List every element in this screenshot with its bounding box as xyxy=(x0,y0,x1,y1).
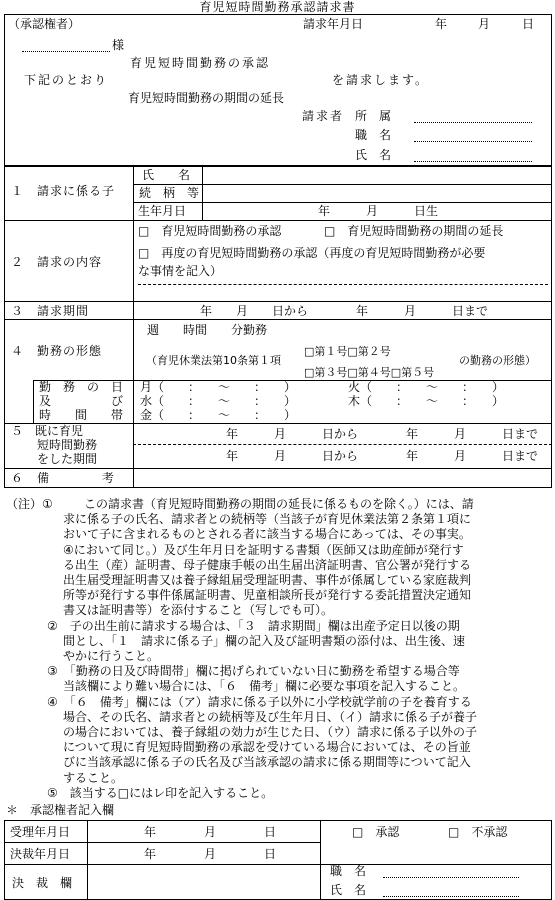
authority-row-line-1 xyxy=(4,842,320,843)
note-line: 求に係る子の氏名、請求者との続柄等（当該子が育児休業法第２条第１項に xyxy=(63,512,472,527)
law-items-2[interactable]: □第３号□第４号□第５号 xyxy=(304,366,435,379)
section2-label: ２ 請求の内容 xyxy=(11,255,103,269)
name-line[interactable] xyxy=(414,161,532,162)
affiliation-line[interactable] xyxy=(414,122,532,123)
option-approval: 育児短時間勤務の承認 xyxy=(130,56,271,70)
note-line: ④ 「６ 備考」欄には（ア）請求に係る子以外に小学校就学前の子を養育する xyxy=(47,694,472,709)
authority-row-line-2 xyxy=(4,864,552,865)
friday-hours[interactable]: 金（ ： ～ ： ） xyxy=(140,408,297,422)
section6-top-line xyxy=(4,468,552,469)
header-box xyxy=(4,14,552,166)
weekly-hours[interactable]: 週 時間 分勤務 xyxy=(147,323,268,337)
section4-label: ４ 勤務の形態 xyxy=(11,344,103,358)
name-label: 氏 名 xyxy=(355,148,392,162)
child-birth-value[interactable]: 年 月 日生 xyxy=(318,204,439,218)
addressee-name-line[interactable] xyxy=(22,51,110,52)
child-name-label: 氏 名 xyxy=(142,168,191,182)
sama-label: 様 xyxy=(112,38,125,52)
authority-position-line[interactable] xyxy=(383,877,519,878)
days-label-2: 及 び xyxy=(39,394,124,408)
note-line: る出生（産）証明書、母子健康手帳の出生届出済証明書、官公署が発行する xyxy=(63,557,472,572)
previous-period-1[interactable]: 年 月 日から 年 月 日まで xyxy=(226,427,539,441)
position-label: 職 名 xyxy=(355,128,392,142)
tuesday-hours[interactable]: 火（ ： ～ ： ） xyxy=(348,380,505,394)
days-label-1: 勤 務 の 日 xyxy=(39,380,124,394)
note-line: 書又は証明書等）を添付すること（写しでも可）。 xyxy=(63,603,334,618)
received-date-value[interactable]: 年 月 日 xyxy=(144,825,277,839)
section5-dashed-line xyxy=(133,444,552,445)
request-month-label: 月 xyxy=(478,17,491,31)
addressee-label: （承認権者） xyxy=(8,17,81,31)
authority-position-label: 職 名 xyxy=(330,864,367,878)
thursday-hours[interactable]: 木（ ： ～ ： ） xyxy=(348,394,505,408)
request-year-label: 年 xyxy=(435,17,448,31)
section1-subdivider xyxy=(202,166,203,220)
authority-name-label: 氏 名 xyxy=(330,883,367,897)
note-line: ③ 「勤務の日及び時間帯」欄に掲げられていない日に勤務を希望する場合等 xyxy=(47,664,460,679)
authority-divider-2 xyxy=(320,820,321,900)
request-period-value[interactable]: 年 月 日から 年 月 日まで xyxy=(200,304,489,318)
note-line: この請求書（育児短時間勤務の期間の延長に係るものを除く。）には、請 xyxy=(84,497,474,511)
approve-checkbox[interactable]: □ 承認 xyxy=(352,825,400,839)
request-date-label: 請求年月日 xyxy=(303,17,364,31)
section5-top-line xyxy=(4,423,552,424)
section5-label-3: をした期間 xyxy=(37,452,98,466)
main-divider xyxy=(133,166,134,488)
decision-label: 決 裁 欄 xyxy=(12,876,73,890)
request-option-reapproval[interactable]: □ 再度の育児短時間勤務の承認（再度の育児短時間勤務が必要 xyxy=(138,246,486,260)
days-label-3: 時 間 帯 xyxy=(39,408,124,422)
note-line: 出生届受理証明書又は養子縁組届受理証明書、事件が係属している家庭裁判 xyxy=(63,573,472,587)
note-line: びに当該承認に係る子の氏名及び当該承認の請求に係る期間等について記入 xyxy=(63,755,471,770)
authority-name-line[interactable] xyxy=(383,896,519,897)
child-relation-label: 続 柄 等 xyxy=(139,186,200,200)
note-line: について現に育児短時間勤務の承認を受けている場合においては、その旨並 xyxy=(63,740,471,755)
authority-divider-1 xyxy=(87,820,88,900)
notes-head: （注）① xyxy=(6,497,53,511)
requester-label: 請求者 xyxy=(302,109,345,123)
notes xyxy=(6,497,551,807)
note-line: ④において同じ。）及び生年月日を証明する書類（医師又は助産師が発行す xyxy=(63,542,464,557)
note-line: ⑤ 該当する□にはレ印を記入すること。 xyxy=(47,785,274,800)
section5-label-2: 短時間勤務 xyxy=(37,438,98,452)
section3-label: ３ 請求期間 xyxy=(11,304,90,318)
decided-date-value[interactable]: 年 月 日 xyxy=(144,847,277,861)
note-line: の場合においては、養子縁組の効力が生じた日、（ウ）請求に係る子以外の子 xyxy=(63,725,478,739)
intro-right: を請求します。 xyxy=(332,73,430,87)
section2-top-line xyxy=(4,220,552,221)
previous-period-2[interactable]: 年 月 日から 年 月 日まで xyxy=(226,449,539,463)
request-option-extension[interactable]: □ 育児短時間勤務の期間の延長 xyxy=(324,224,504,238)
monday-hours[interactable]: 月（ ： ～ ： ） xyxy=(140,380,297,394)
reject-checkbox[interactable]: □ 不承認 xyxy=(448,825,508,839)
position-line[interactable] xyxy=(414,141,532,142)
note-line: すること。 xyxy=(63,770,124,785)
section4-top-line xyxy=(4,319,552,320)
wednesday-hours[interactable]: 水（ ： ～ ： ） xyxy=(140,394,297,408)
section1-row-line-2 xyxy=(133,202,552,203)
law-reference: （育児休業法第10条第１項 xyxy=(146,354,281,367)
section1-label: １ 請求に係る子 xyxy=(11,184,116,198)
section1-row-line-1 xyxy=(133,184,552,185)
note-line: 場合、その氏名、請求者との続柄等及び生年月日、（イ）請求に係る子が養子 xyxy=(63,709,478,724)
request-day-label: 日 xyxy=(522,17,535,31)
decided-date-label: 決裁年月日 xyxy=(10,847,71,861)
section6-label: ６ 備 考 xyxy=(11,471,116,485)
law-items-1[interactable]: □第１号□第２号 xyxy=(304,345,391,358)
intro-left: 下記のとおり xyxy=(24,73,109,87)
option-extension: 育児短時間勤務の期間の延長 xyxy=(128,91,285,105)
days-label-divider xyxy=(33,380,34,423)
law-suffix: の勤務の形態） xyxy=(459,354,536,367)
note-line: 所等が発行する事件係属証明書、児童相談所長が発行する委託措置決定通知 xyxy=(63,588,472,603)
page-title: 育児短時間勤務承認請求書 xyxy=(199,0,356,14)
note-line: 当該欄により難い場合には、「６ 備考」欄に必要な事項を記入すること。 xyxy=(63,679,466,694)
section3-top-line xyxy=(4,301,552,302)
request-option-reapproval-cont: な事情を記入） xyxy=(138,264,223,278)
section5-label-1: ５ 既に育児 xyxy=(11,424,84,438)
note-line: ② 子の出生前に請求する場合は、「３ 請求期間」欄は出産予定日以後の期 xyxy=(47,618,460,633)
note-line: おいて子に含まれるものとされる者に該当する場合にあっては、その事実。 xyxy=(63,527,471,542)
request-option-approval[interactable]: □ 育児短時間勤務の承認 xyxy=(138,224,282,238)
note-line: やかに行うこと。 xyxy=(63,649,160,663)
received-date-label: 受理年月日 xyxy=(10,825,71,839)
affiliation-label: 所 属 xyxy=(355,109,392,123)
note-line: 間とし、「１ 請求に係る子」欄の記入及び証明書類の添付は、出生後、速 xyxy=(63,633,466,648)
authority-heading: ＊ 承認権者記入欄 xyxy=(6,803,115,817)
section2-reason-line[interactable] xyxy=(138,284,548,285)
child-birth-label: 生年月日 xyxy=(138,204,187,218)
